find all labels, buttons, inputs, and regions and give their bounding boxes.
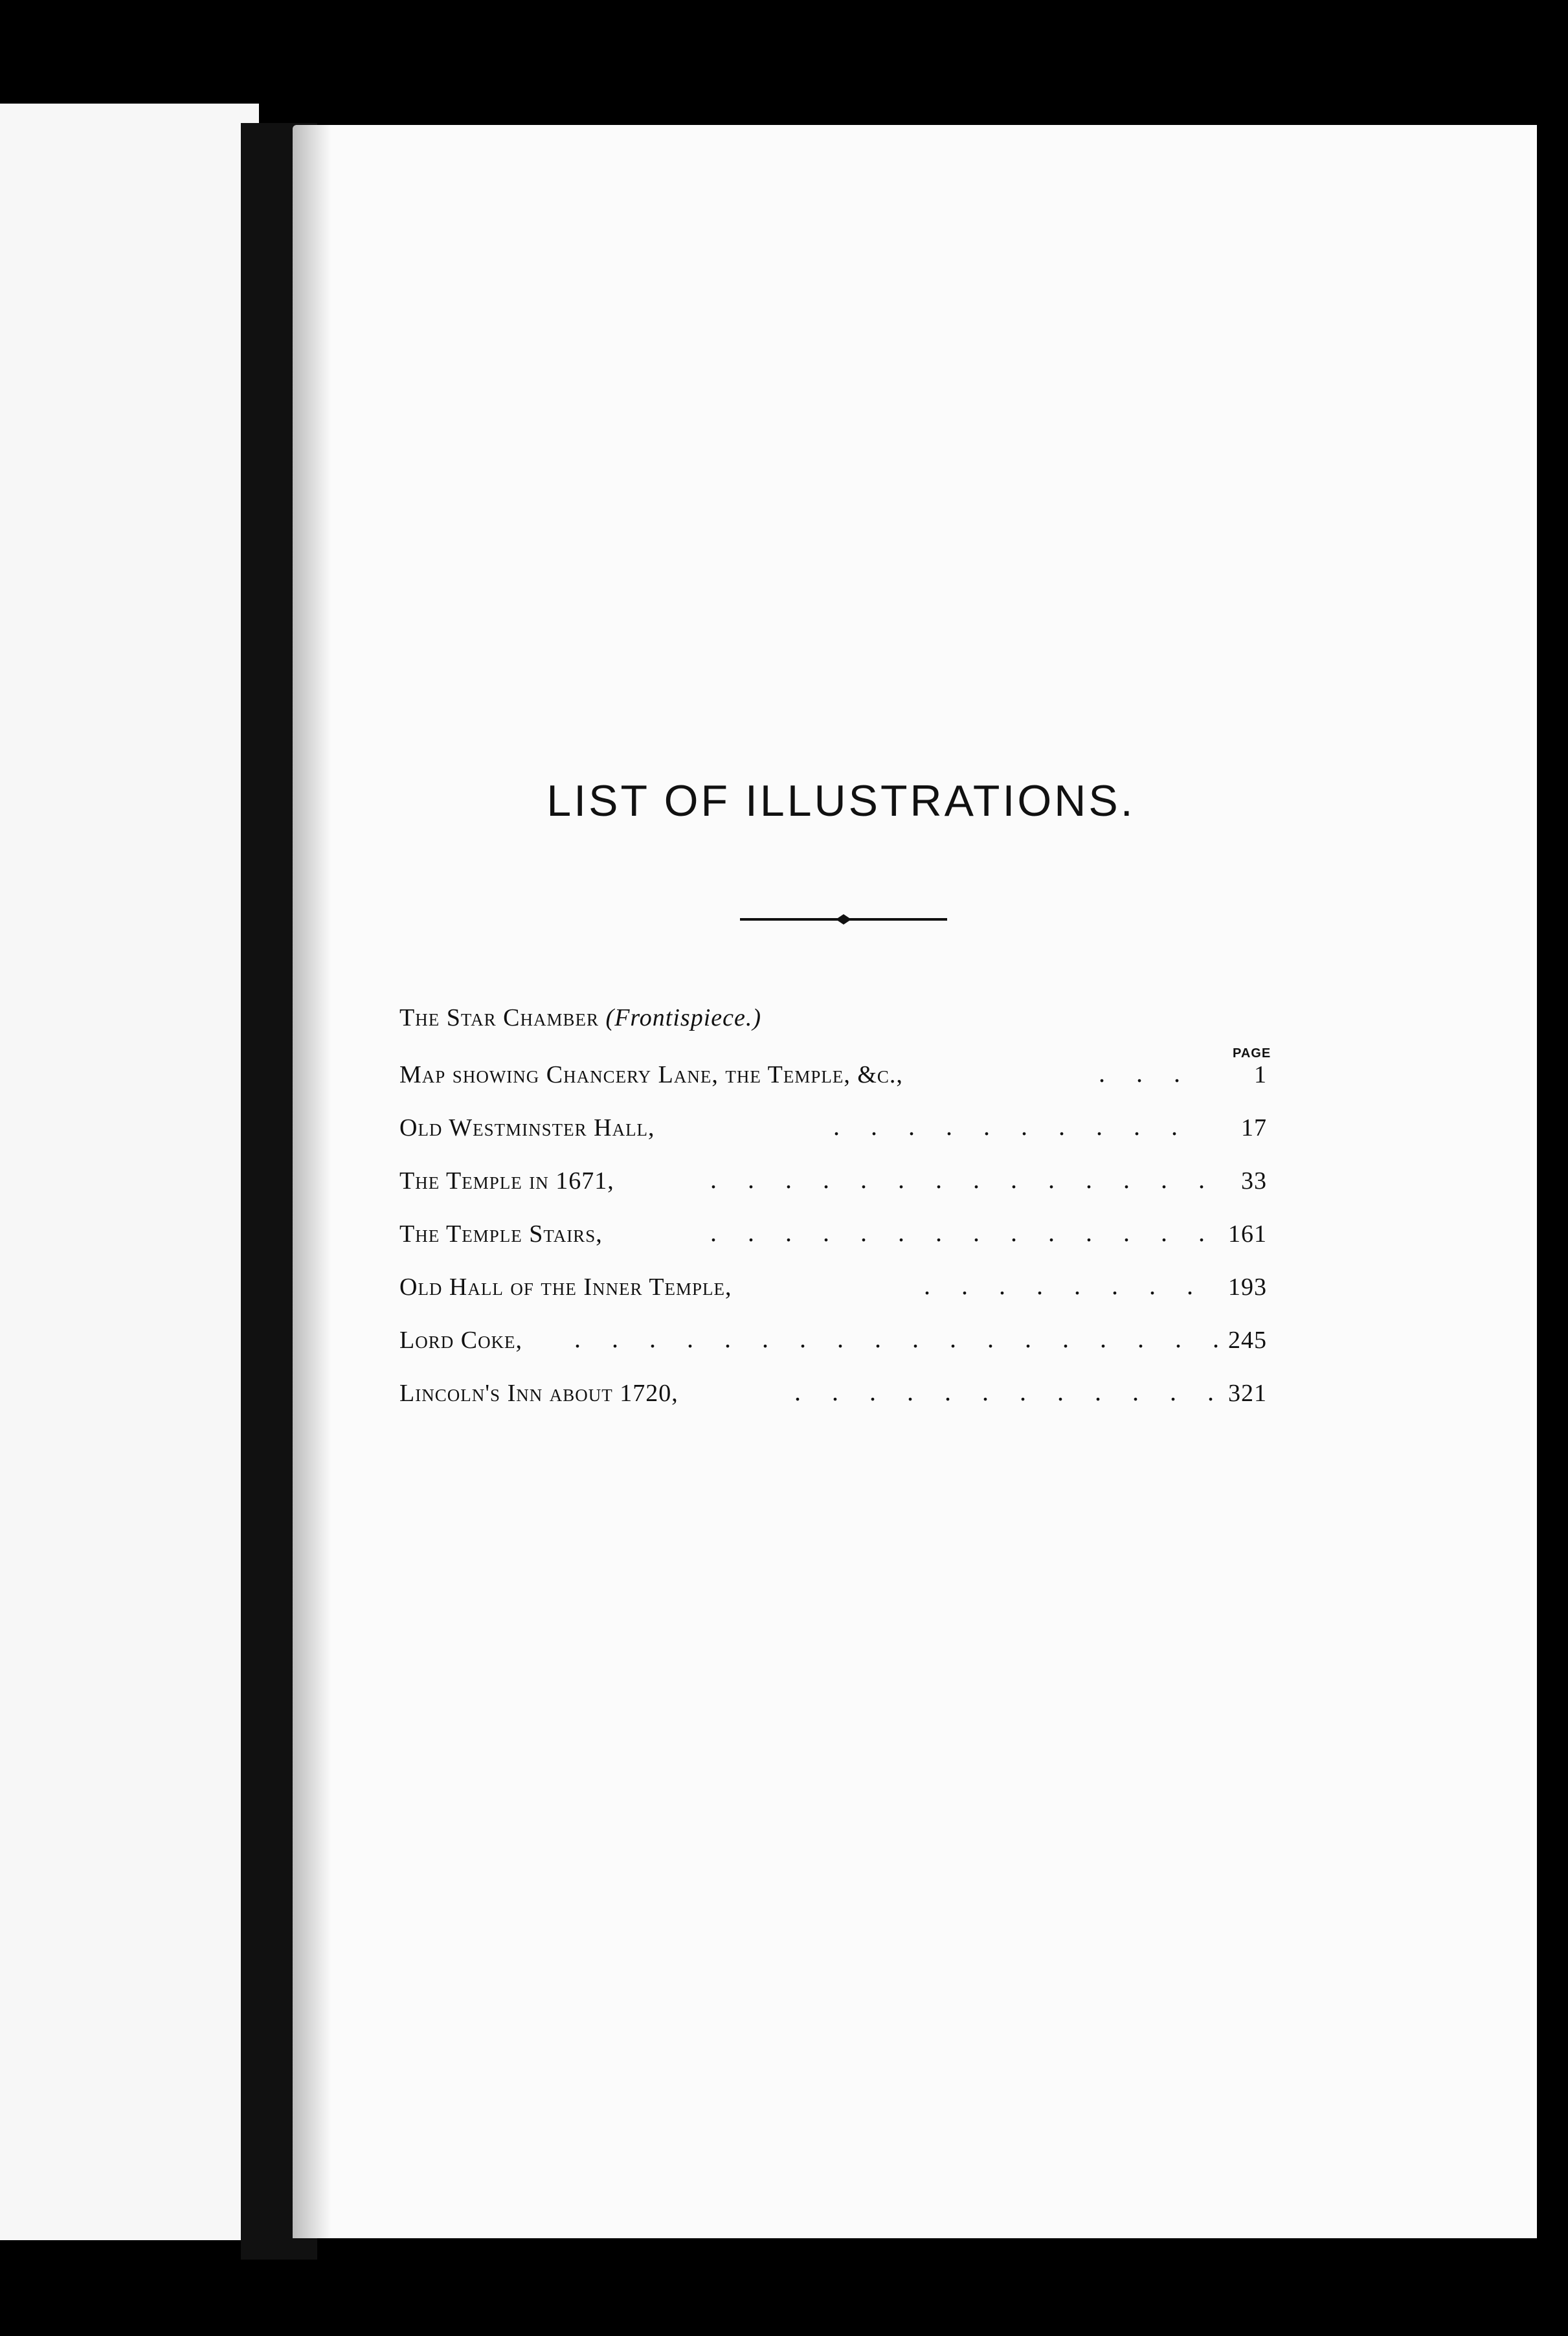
page-title: LIST OF ILLUSTRATIONS. bbox=[546, 776, 1136, 825]
entry-label: The Temple Stairs, bbox=[399, 1220, 603, 1248]
entry-label: Lord Coke, bbox=[399, 1327, 523, 1354]
entry-page: 245 bbox=[1228, 1327, 1267, 1354]
entry-page: 193 bbox=[1228, 1274, 1267, 1301]
illustrations-list bbox=[399, 1004, 1267, 1428]
entry-page: 161 bbox=[1228, 1220, 1267, 1248]
facing-page bbox=[0, 104, 259, 2240]
list-item bbox=[399, 1061, 1267, 1114]
leader-dots: . . . bbox=[1099, 1059, 1180, 1088]
entry-note: (Frontispiece.) bbox=[605, 1004, 762, 1031]
list-item bbox=[399, 1379, 1267, 1432]
entry-page: 33 bbox=[1241, 1167, 1267, 1195]
leader-dots: . . . . . . . . . . . . . . bbox=[710, 1165, 1205, 1194]
entry-label: Old Hall of the Inner Temple, bbox=[399, 1274, 732, 1301]
page-shadow bbox=[293, 125, 331, 2238]
entry-page: 17 bbox=[1241, 1114, 1267, 1141]
list-item bbox=[399, 1273, 1267, 1326]
leader-dots: . . . . . . . . . . . . . . bbox=[710, 1218, 1205, 1247]
list-item bbox=[399, 1220, 1267, 1273]
entry-label: The Temple in 1671, bbox=[399, 1167, 614, 1195]
page-column-heading: PAGE bbox=[1233, 1046, 1271, 1061]
entry-label: Map showing Chancery Lane, the Temple, &c., bbox=[399, 1061, 903, 1088]
entry-label: Old Westminster Hall, bbox=[399, 1114, 655, 1141]
list-item bbox=[399, 1114, 1267, 1167]
leader-dots: . . . . . . . . . . . . bbox=[794, 1377, 1214, 1406]
entry-label: Lincoln's Inn about 1720, bbox=[399, 1380, 678, 1407]
entry-label: The Star Chamber (Frontispiece.) bbox=[399, 1004, 762, 1031]
ornament-rule bbox=[740, 906, 947, 932]
list-item bbox=[399, 1326, 1267, 1379]
entry-page: 1 bbox=[1254, 1061, 1267, 1088]
list-item bbox=[399, 1004, 1267, 1057]
leader-dots: . . . . . . . . . . . . . . . . . . bbox=[574, 1324, 1219, 1353]
list-item bbox=[399, 1167, 1267, 1220]
leader-dots: . . . . . . . . bbox=[924, 1271, 1193, 1300]
entry-page: 321 bbox=[1228, 1380, 1267, 1407]
leader-dots: . . . . . . . . . . bbox=[833, 1112, 1178, 1141]
